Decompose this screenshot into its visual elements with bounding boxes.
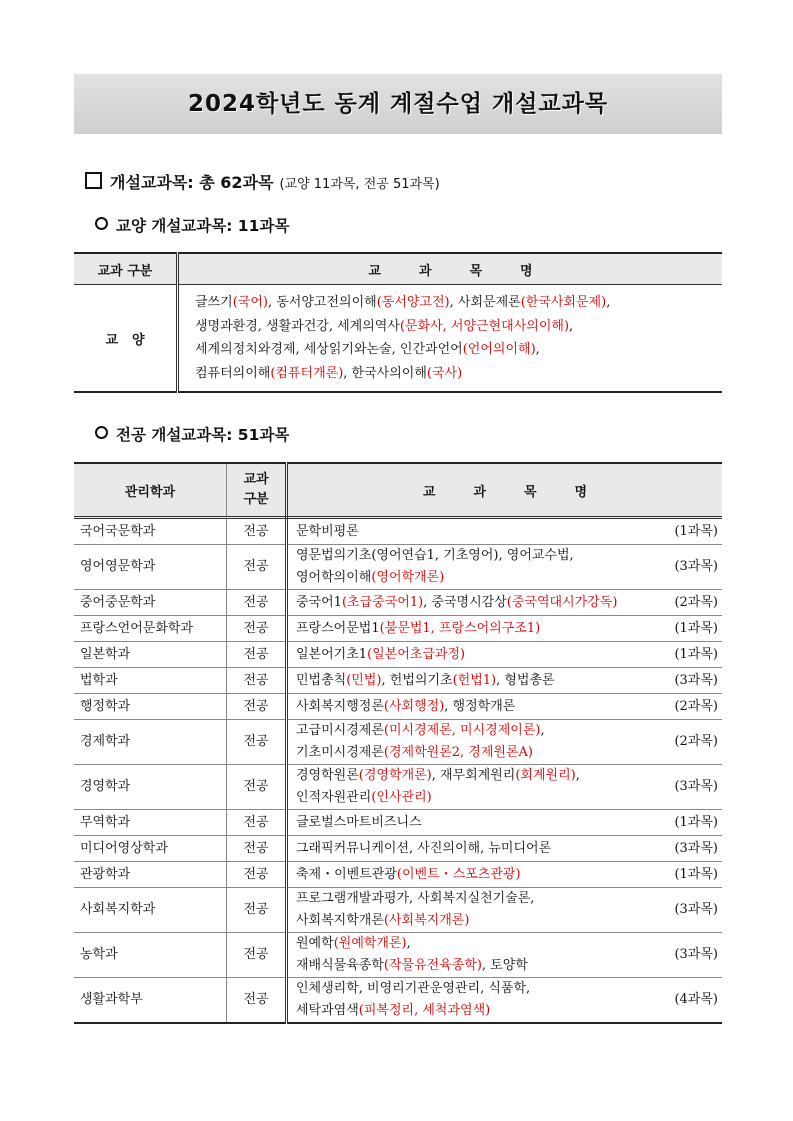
subject-list [287, 694, 660, 720]
course-name: 영문법의기초(영어연습1, 기초영어), 영어교수법, [296, 548, 574, 563]
dept-name: 사회복지학과 [74, 888, 227, 933]
course-name: 고급미시경제론 [296, 723, 384, 738]
course-name: , 사회문제론 [449, 295, 521, 310]
header-category: 교과 구분 [74, 253, 178, 285]
summary-detail: (교양 11과목, 전공 51과목) [279, 177, 440, 192]
course-name: , [575, 768, 580, 783]
course-name: 인체생리학, 비영리기관운영관리, 식품학, [296, 981, 531, 996]
former-course-name: (일본어초급과정) [367, 646, 466, 662]
subject-list [287, 720, 660, 765]
general-heading-text: 교양 개설교과목: 11과목 [116, 217, 290, 235]
dept-name: 행정학과 [74, 694, 227, 720]
dept-name: 미디어영상학과 [74, 836, 227, 862]
course-name: 중국어1 [296, 594, 342, 610]
former-course-name: (사회복지개론) [383, 913, 470, 928]
dept-name: 일본학과 [74, 642, 227, 668]
subject-list [287, 642, 660, 668]
course-count: (1과목) [659, 642, 722, 668]
course-name: , 헌법의기초 [381, 672, 453, 688]
course-name: 일본어기초1 [296, 646, 368, 662]
course-name: , 행정학개론 [444, 698, 516, 714]
dept-name: 중어중문학과 [74, 590, 227, 616]
course-count: (3과목) [659, 836, 722, 862]
course-name: 축제・이벤트관광 [296, 866, 397, 882]
course-name: 경영학원론 [296, 768, 359, 783]
former-course-name: (경제학원론2, 경제원론A) [383, 745, 533, 760]
subject-list [287, 668, 660, 694]
course-kind: 전공 [227, 765, 287, 810]
course-name: 사회복지학개론 [296, 913, 384, 928]
course-kind: 전공 [227, 836, 287, 862]
subject-list [287, 590, 660, 616]
course-name: 그래픽커뮤니케이션, 사진의이해, 뉴미디어론 [296, 840, 552, 856]
course-count: (1과목) [659, 862, 722, 888]
former-course-name: (미시경제론, 미시경제이론) [383, 723, 541, 738]
former-course-name: (원예학개론) [333, 936, 407, 951]
course-name: 인적자원관리 [296, 790, 372, 805]
table-row [74, 862, 722, 888]
course-count: (3과목) [659, 888, 722, 933]
course-kind: 전공 [227, 810, 287, 836]
table-row [74, 933, 722, 978]
course-name: 재배식물육종학 [296, 958, 384, 973]
dept-name: 관광학과 [74, 862, 227, 888]
course-name: 사회복지행정론 [296, 698, 384, 714]
course-name: , 재무회계원리 [431, 768, 516, 783]
dept-name: 경제학과 [74, 720, 227, 765]
general-table-row [74, 285, 722, 393]
subject-list [287, 933, 660, 978]
general-subject-list [178, 285, 723, 393]
former-course-name: (작물유전육종학) [383, 958, 482, 973]
circle-bullet-icon [95, 426, 108, 439]
former-course-name: (민법) [346, 672, 382, 688]
table-row [74, 642, 722, 668]
course-name: 생명과환경, 생활과건강, 세계의역사 [195, 318, 400, 334]
table-row [74, 978, 722, 1024]
former-course-name: (국사) [426, 365, 463, 381]
course-count: (3과목) [659, 765, 722, 810]
course-count: (3과목) [659, 668, 722, 694]
course-name: 글로벌스마트비즈니스 [296, 814, 422, 830]
course-count: (3과목) [659, 545, 722, 590]
dept-name: 프랑스언어문화학과 [74, 616, 227, 642]
former-course-name: (컴퓨터개론) [270, 365, 344, 381]
table-row [74, 888, 722, 933]
former-course-name: (초급중국어1) [341, 594, 424, 610]
subject-list [287, 518, 660, 545]
major-courses-table [74, 462, 722, 1024]
table-row [74, 720, 722, 765]
subject-list [287, 888, 660, 933]
course-count: (3과목) [659, 933, 722, 978]
course-name: , 형법총론 [496, 672, 555, 688]
course-name: , 한국사의이해 [343, 365, 427, 381]
subject-list [287, 810, 660, 836]
course-kind: 전공 [227, 862, 287, 888]
course-kind: 전공 [227, 694, 287, 720]
former-course-name: (헌법1) [452, 672, 497, 688]
former-course-name: (사회행정) [383, 698, 445, 714]
table-row [74, 668, 722, 694]
course-name: 기초미시경제론 [296, 745, 384, 760]
course-kind: 전공 [227, 545, 287, 590]
table-row [74, 810, 722, 836]
title-banner [74, 74, 722, 134]
course-kind: 전공 [227, 642, 287, 668]
former-course-name: (국어) [232, 295, 268, 310]
course-name: 세탁과염색 [296, 1003, 359, 1018]
subject-list [287, 545, 660, 590]
course-count: (1과목) [659, 518, 722, 545]
major-table-body [74, 518, 722, 1024]
course-name: , [569, 318, 574, 334]
course-count: (1과목) [659, 616, 722, 642]
major-heading-text: 전공 개설교과목: 51과목 [116, 426, 290, 444]
dept-name: 무역학과 [74, 810, 227, 836]
dept-name: 법학과 [74, 668, 227, 694]
course-count: (1과목) [659, 810, 722, 836]
course-kind: 전공 [227, 616, 287, 642]
course-name: , 동서양고전의이해 [267, 295, 377, 310]
major-table-header [74, 463, 722, 518]
subject-list [287, 862, 660, 888]
dept-name: 농학과 [74, 933, 227, 978]
former-course-name: (동서양고전) [376, 295, 450, 310]
course-kind: 전공 [227, 668, 287, 694]
dept-name: 영어영문학과 [74, 545, 227, 590]
course-name: 원예학 [296, 936, 334, 951]
major-section-heading [95, 423, 289, 445]
course-name: 컴퓨터의이해 [195, 365, 271, 381]
course-name: 민법총칙 [296, 672, 347, 688]
course-name: , 토양학 [481, 958, 528, 973]
course-kind: 전공 [227, 888, 287, 933]
table-row [74, 518, 722, 545]
dept-name: 생활과학부 [74, 978, 227, 1024]
former-course-name: (중국역대시가강독) [506, 594, 618, 610]
course-name: 글쓰기 [195, 295, 233, 310]
course-name: 문학비평론 [296, 523, 359, 539]
general-table-header [74, 253, 722, 285]
course-name: 프랑스어문법1 [296, 620, 380, 636]
header-kind-line1: 교과 [243, 472, 269, 487]
former-course-name: (불문법1, 프랑스어의구조1) [379, 620, 541, 636]
course-count: (4과목) [659, 978, 722, 1024]
course-name: 프로그램개발과평가, 사회복지실천기술론, [296, 891, 535, 906]
table-row [74, 765, 722, 810]
header-subjects: 교과목명 [287, 463, 723, 518]
summary-label: 개설교과목: 총 62과목 [110, 173, 274, 192]
former-course-name: (이벤트・스포츠관광) [396, 866, 521, 882]
former-course-name: (문화사, 서양근현대사의이해) [399, 318, 570, 334]
table-row [74, 836, 722, 862]
former-course-name: (인사관리) [371, 790, 432, 805]
page-title: 2024학년도 동계 계절수업 개설교과목 [187, 91, 609, 117]
general-category: 교양 [74, 285, 178, 393]
header-dept: 관리학과 [74, 463, 227, 518]
circle-bullet-icon [95, 217, 108, 230]
subject-list [287, 836, 660, 862]
course-name: 영어학의이해 [296, 570, 372, 585]
course-count: (2과목) [659, 720, 722, 765]
general-courses-table [74, 252, 722, 393]
course-kind: 전공 [227, 518, 287, 545]
course-name: , [540, 723, 545, 738]
subject-list [287, 765, 660, 810]
course-name: , [406, 936, 411, 951]
course-kind: 전공 [227, 933, 287, 978]
course-kind: 전공 [227, 590, 287, 616]
course-name: , 중국명시감상 [423, 594, 507, 610]
dept-name: 국어국문학과 [74, 518, 227, 545]
subject-list [287, 978, 660, 1024]
course-name: 세계의정치와경제, 세상읽기와논술, 인간과언어 [195, 342, 463, 357]
table-row [74, 694, 722, 720]
former-course-name: (언어의이해) [462, 342, 536, 357]
course-kind: 전공 [227, 978, 287, 1024]
former-course-name: (회계원리) [515, 768, 576, 783]
former-course-name: (한국사회문제) [520, 295, 607, 310]
dept-name: 경영학과 [74, 765, 227, 810]
summary-line [85, 170, 440, 193]
table-row [74, 545, 722, 590]
subject-list [287, 616, 660, 642]
former-course-name: (경영학개론) [358, 768, 432, 783]
course-kind: 전공 [227, 720, 287, 765]
general-section-heading [95, 214, 289, 236]
course-name: , [535, 342, 540, 357]
course-count: (2과목) [659, 590, 722, 616]
former-course-name: (영어학개론) [371, 570, 445, 585]
table-row [74, 616, 722, 642]
course-name: , [606, 295, 611, 310]
header-kind [227, 463, 287, 518]
header-kind-line2: 구분 [243, 492, 269, 507]
former-course-name: (피복정리, 세척과염색) [358, 1003, 491, 1018]
checkbox-square-icon [85, 172, 102, 189]
table-row [74, 590, 722, 616]
header-subjects: 교과목명 [178, 253, 723, 285]
course-count: (2과목) [659, 694, 722, 720]
